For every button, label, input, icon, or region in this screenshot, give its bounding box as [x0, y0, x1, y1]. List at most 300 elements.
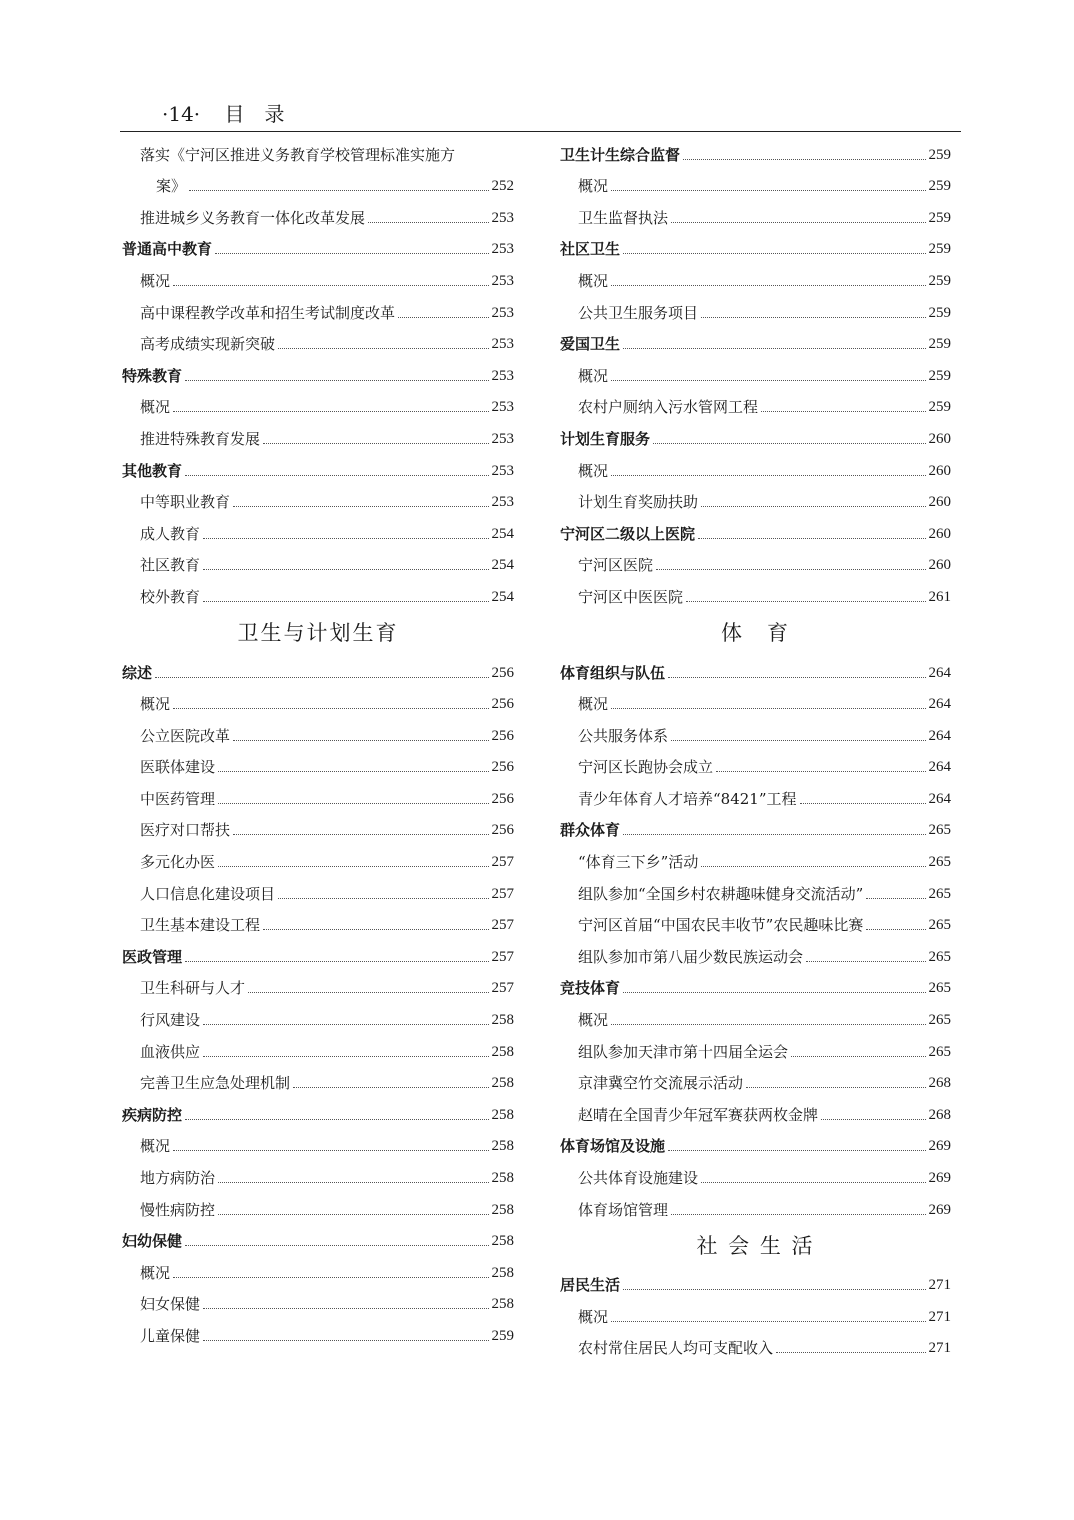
- toc-entry: [560, 904, 951, 936]
- section-title: 体 育: [721, 620, 790, 645]
- toc-entry-page: 259: [928, 146, 951, 163]
- dot-leader: [623, 253, 925, 254]
- toc-entry-title: 概况: [578, 177, 609, 196]
- dot-leader: [215, 253, 488, 254]
- toc-entry-page: 269: [928, 1170, 951, 1186]
- toc-entry-page: 259: [928, 367, 951, 384]
- toc-entry-page: 258: [491, 1138, 514, 1155]
- toc-section-entry: [560, 809, 951, 841]
- toc-entry-page: 271: [928, 1308, 951, 1325]
- toc-entry-page: 271: [928, 1277, 951, 1294]
- toc-entry-title: 概况: [578, 1011, 609, 1030]
- toc-entry: [560, 481, 951, 513]
- toc-entry: [560, 165, 951, 197]
- toc-entry-page: 254: [491, 588, 514, 605]
- toc-entry: [560, 714, 951, 746]
- toc-entry-title: 案》: [156, 177, 187, 196]
- dot-leader: [203, 538, 488, 539]
- toc-entry-title: 社区卫生: [560, 240, 621, 259]
- dot-leader: [173, 1277, 488, 1278]
- dot-leader: [683, 159, 925, 160]
- toc-entry-title: 概况: [140, 1263, 171, 1282]
- toc-entry-page: 253: [491, 272, 514, 289]
- dot-leader: [611, 380, 925, 381]
- dot-leader: [623, 992, 925, 993]
- toc-entry-title: 慢性病防控: [140, 1200, 216, 1219]
- toc-entry-title: 概况: [140, 398, 171, 417]
- toc-list: [122, 133, 514, 607]
- toc-entry-title: 居民生活: [560, 1276, 621, 1295]
- toc-section-entry: [560, 417, 951, 449]
- dot-leader: [623, 348, 925, 349]
- dot-leader: [821, 1119, 925, 1120]
- toc-section-entry: [560, 1264, 951, 1296]
- toc-entry-title: 体育组织与队伍: [560, 663, 666, 682]
- dot-leader: [671, 740, 925, 741]
- dot-leader: [218, 866, 488, 867]
- toc-entry-page: 258: [491, 1012, 514, 1029]
- toc-entry-page: 261: [928, 588, 951, 605]
- toc-section-entry: [560, 133, 951, 165]
- toc-entry-page: 258: [491, 1043, 514, 1060]
- toc-entry: [560, 544, 951, 576]
- toc-entry-title: 中等职业教育: [140, 493, 231, 512]
- toc-entry-title: 特殊教育: [122, 366, 183, 385]
- toc-right-column: [560, 133, 951, 1358]
- dot-leader: [218, 1182, 488, 1183]
- toc-entry-title: “体育三下乡”活动: [578, 853, 699, 872]
- toc-entry: [122, 998, 514, 1030]
- toc-entry: [560, 1062, 951, 1094]
- toc-entry-page: 253: [491, 399, 514, 416]
- toc-entry-title: 组队参加市第八届少数民族运动会: [578, 947, 804, 966]
- toc-entry-page: 252: [491, 178, 514, 195]
- toc-entry: [560, 1030, 951, 1062]
- dot-leader: [155, 677, 488, 678]
- dot-leader: [761, 411, 925, 412]
- toc-entry: [122, 196, 514, 228]
- dot-leader: [278, 348, 488, 349]
- dot-leader: [233, 740, 488, 741]
- toc-entry: [560, 777, 951, 809]
- dot-leader: [701, 317, 925, 318]
- dot-leader: [185, 961, 488, 962]
- dot-leader: [668, 677, 925, 678]
- toc-entry-title: 公共卫生服务项目: [578, 303, 699, 322]
- toc-entry: [122, 575, 514, 607]
- toc-entry: [560, 1156, 951, 1188]
- toc-entry-page: 269: [928, 1201, 951, 1218]
- toc-entry: [122, 777, 514, 809]
- toc-entry-page: 256: [491, 790, 514, 807]
- dot-leader: [293, 1087, 488, 1088]
- toc-section-entry: [122, 449, 514, 481]
- toc-entry: [122, 512, 514, 544]
- toc-entry-title: 概况: [578, 461, 609, 480]
- dot-leader: [623, 1289, 925, 1290]
- toc-entry-title: 农村常住居民人均可支配收入: [578, 1339, 774, 1358]
- toc-entry: [122, 544, 514, 576]
- toc-entry-title: 青少年体育人才培养“8421”工程: [578, 789, 797, 808]
- toc-entry: [560, 386, 951, 418]
- toc-entry-page: 268: [928, 1106, 951, 1123]
- toc-entry-page: 268: [928, 1075, 951, 1092]
- toc-entry-title: 医疗对口帮扶: [140, 821, 231, 840]
- toc-entry-page: 258: [491, 1296, 514, 1313]
- toc-section-entry: [560, 228, 951, 260]
- toc-entry: [560, 1188, 951, 1220]
- toc-list: [560, 651, 951, 1220]
- toc-entry-title: 综述: [122, 663, 153, 682]
- toc-entry-page: 259: [928, 399, 951, 416]
- page-header: [162, 100, 285, 128]
- toc-section-entry: [122, 354, 514, 386]
- toc-entry-title: 行风建设: [140, 1011, 201, 1030]
- toc-entry: [560, 935, 951, 967]
- toc-entry-page: 264: [928, 664, 951, 681]
- toc-entry-page: 259: [928, 178, 951, 195]
- toc-entry-title: 概况: [578, 366, 609, 385]
- toc-entry: [560, 449, 951, 481]
- toc-entry-title: 高考成绩实现新突破: [140, 335, 276, 354]
- toc-entry: [560, 196, 951, 228]
- toc-entry-page: 259: [928, 336, 951, 353]
- toc-entry-page: 264: [928, 696, 951, 713]
- page-number: ·14·: [162, 102, 201, 126]
- toc-entry-title: 概况: [578, 271, 609, 290]
- dot-leader: [716, 771, 925, 772]
- page-heading: 目 录: [224, 102, 285, 126]
- toc-entry: [122, 1156, 514, 1188]
- dot-leader: [686, 601, 925, 602]
- toc-entry-page: 259: [491, 1327, 514, 1344]
- toc-list: [122, 651, 514, 1346]
- dot-leader: [611, 1321, 925, 1322]
- toc-entry-page: 253: [491, 304, 514, 321]
- toc-entry: [122, 746, 514, 778]
- toc-entry-title: 推进城乡义务教育一体化改革发展: [140, 208, 366, 227]
- toc-entry: [122, 259, 514, 291]
- toc-entry-page: 269: [928, 1138, 951, 1155]
- toc-entry: [122, 1251, 514, 1283]
- toc-entry-title: 群众体育: [560, 821, 621, 840]
- toc-entry-page: 260: [928, 462, 951, 479]
- dot-leader: [185, 1245, 488, 1246]
- section-title: 社 会 生 活: [696, 1233, 815, 1258]
- toc-entry: [122, 1188, 514, 1220]
- toc-entry-page: 253: [491, 462, 514, 479]
- dot-leader: [623, 834, 925, 835]
- toc-entry-title: 医政管理: [122, 947, 183, 966]
- toc-entry: [560, 840, 951, 872]
- toc-entry-title: 概况: [140, 271, 171, 290]
- toc-entry: [560, 354, 951, 386]
- dot-leader: [671, 1214, 925, 1215]
- toc-entry: [122, 1030, 514, 1062]
- toc-entry-title: 高中课程教学改革和招生考试制度改革: [140, 303, 396, 322]
- toc-entry-page: 257: [491, 948, 514, 965]
- toc-entry-page: 258: [491, 1075, 514, 1092]
- toc-section-entry: [560, 967, 951, 999]
- toc-section-entry: [122, 1093, 514, 1125]
- toc-entry-title: 爱国卫生: [560, 335, 621, 354]
- toc-list: [560, 1264, 951, 1359]
- toc-entry-title: 医联体建设: [140, 758, 216, 777]
- toc-entry-title: 计划生育奖励扶助: [578, 493, 699, 512]
- dot-leader: [278, 898, 488, 899]
- dot-leader: [671, 222, 925, 223]
- toc-entry: [122, 481, 514, 513]
- toc-entry: [560, 291, 951, 323]
- dot-leader: [203, 1340, 488, 1341]
- toc-entry-title: 宁河区中医医院: [578, 587, 684, 606]
- toc-entry-title: 概况: [140, 695, 171, 714]
- dot-leader: [368, 222, 488, 223]
- dot-leader: [189, 190, 488, 191]
- toc-entry: [560, 1327, 951, 1359]
- dot-leader: [263, 929, 488, 930]
- toc-entry-title: 落实《宁河区推进义务教育学校管理标准实施方: [140, 145, 456, 164]
- toc-entry-page: 260: [928, 557, 951, 574]
- toc-entry-title: 卫生监督执法: [578, 208, 669, 227]
- toc-entry-page: 257: [491, 885, 514, 902]
- toc-entry-page: 257: [491, 980, 514, 997]
- dot-leader: [776, 1352, 925, 1353]
- toc-entry-page: 253: [491, 494, 514, 511]
- toc-entry-page: 260: [928, 430, 951, 447]
- toc-entry-page: 256: [491, 759, 514, 776]
- dot-leader: [800, 803, 926, 804]
- toc-entry: [122, 323, 514, 355]
- toc-entry-page: 264: [928, 759, 951, 776]
- dot-leader: [203, 1024, 488, 1025]
- dot-leader: [866, 929, 925, 930]
- toc-entry-page: 258: [491, 1233, 514, 1250]
- dot-leader: [701, 866, 925, 867]
- toc-section-entry: [122, 228, 514, 260]
- toc-entry: [122, 840, 514, 872]
- toc-entry-title: 多元化办医: [140, 853, 216, 872]
- dot-leader: [203, 569, 488, 570]
- toc-entry-page: 260: [928, 525, 951, 542]
- toc-entry-title: 公共服务体系: [578, 726, 669, 745]
- toc-entry-title: 公立医院改革: [140, 726, 231, 745]
- toc-left-column: [122, 133, 514, 1346]
- toc-entry-page: 259: [928, 241, 951, 258]
- toc-section-entry: [560, 1125, 951, 1157]
- toc-entry-title: 体育场馆及设施: [560, 1137, 666, 1156]
- toc-entry: [122, 872, 514, 904]
- dot-leader: [806, 961, 925, 962]
- toc-entry-title: 公共体育设施建设: [578, 1169, 699, 1187]
- toc-entry-title: 中医药管理: [140, 789, 216, 808]
- dot-leader: [611, 475, 925, 476]
- toc-entry-title: 妇女保健: [140, 1295, 201, 1314]
- toc-entry-page: 253: [491, 430, 514, 447]
- dot-leader: [791, 1056, 925, 1057]
- dot-leader: [611, 285, 925, 286]
- dot-leader: [218, 1214, 488, 1215]
- toc-entry: [122, 386, 514, 418]
- dot-leader: [398, 317, 488, 318]
- toc-entry-title: 疾病防控: [122, 1105, 183, 1124]
- toc-entry-title: 人口信息化建设项目: [140, 884, 276, 903]
- dot-leader: [218, 803, 488, 804]
- toc-entry-title: 组队参加天津市第十四届全运会: [578, 1042, 789, 1061]
- toc-entry-page: 265: [928, 980, 951, 997]
- toc-entry-page: 256: [491, 727, 514, 744]
- toc-entry-page: 258: [491, 1170, 514, 1186]
- dot-leader: [698, 538, 925, 539]
- toc-entry: [560, 998, 951, 1030]
- toc-entry-title: 概况: [578, 695, 609, 714]
- dot-leader: [173, 411, 488, 412]
- toc-entry-title: 卫生基本建设工程: [140, 916, 261, 935]
- toc-entry-title: 概况: [578, 1307, 609, 1326]
- toc-entry-title: 完善卫生应急处理机制: [140, 1074, 291, 1093]
- toc-entry-page: 264: [928, 727, 951, 744]
- toc-entry-page: 258: [491, 1106, 514, 1123]
- dot-leader: [611, 1024, 925, 1025]
- toc-list: [560, 133, 951, 607]
- toc-entry-page: 265: [928, 1043, 951, 1060]
- toc-entry-page: 256: [491, 664, 514, 681]
- toc-entry: [560, 872, 951, 904]
- toc-entry-page: 265: [928, 1012, 951, 1029]
- toc-section-entry: [560, 512, 951, 544]
- toc-entry: [560, 683, 951, 715]
- toc-entry-title: 妇幼保健: [122, 1232, 183, 1251]
- dot-leader: [218, 771, 488, 772]
- toc-entry-page: 259: [928, 304, 951, 321]
- toc-entry-title: 宁河区医院: [578, 556, 654, 575]
- toc-entry-page: 265: [928, 822, 951, 839]
- toc-entry-page: 260: [928, 494, 951, 511]
- toc-entry-title: 组队参加“全国乡村农耕趣味健身交流活动”: [578, 884, 864, 903]
- toc-entry-title: 卫生计生综合监督: [560, 145, 681, 164]
- dot-leader: [203, 601, 488, 602]
- toc-entry-page: 256: [491, 822, 514, 839]
- toc-entry: [122, 291, 514, 323]
- toc-entry: [122, 683, 514, 715]
- dot-leader: [611, 190, 925, 191]
- toc-entry-page: 253: [491, 209, 514, 226]
- toc-entry-page: 258: [491, 1201, 514, 1218]
- toc-entry-title: 血液供应: [140, 1042, 201, 1061]
- dot-leader: [656, 569, 925, 570]
- toc-section-entry: [122, 935, 514, 967]
- dot-leader: [203, 1056, 488, 1057]
- toc-entry-title: 赵晴在全国青少年冠军赛获两枚金牌: [578, 1105, 819, 1124]
- toc-entry-page: 257: [491, 854, 514, 871]
- toc-entry-page: 265: [928, 948, 951, 965]
- toc-entry-page: 256: [491, 696, 514, 713]
- toc-entry-page: 258: [491, 1264, 514, 1281]
- toc-entry: [122, 904, 514, 936]
- dot-leader: [185, 475, 488, 476]
- dot-leader: [701, 506, 925, 507]
- toc-entry-page: 259: [928, 209, 951, 226]
- dot-leader: [233, 834, 488, 835]
- toc-entry-page: 254: [491, 557, 514, 574]
- section-title: 卫生与计划生育: [237, 620, 399, 645]
- toc-entry-title: 成人教育: [140, 524, 201, 543]
- dot-leader: [263, 443, 488, 444]
- toc-entry: [122, 1125, 514, 1157]
- toc-entry-title: 地方病防治: [140, 1169, 216, 1187]
- dot-leader: [233, 506, 488, 507]
- toc-entry: [560, 1093, 951, 1125]
- toc-section-entry: [560, 323, 951, 355]
- dot-leader: [173, 1150, 488, 1151]
- toc-entry-page: 264: [928, 790, 951, 807]
- toc-entry-title: 宁河区首届“中国农民丰收节”农民趣味比赛: [578, 916, 864, 935]
- toc-entry-title: 宁河区长跑协会成立: [578, 758, 714, 777]
- dot-leader: [746, 1087, 925, 1088]
- toc-entry: [122, 714, 514, 746]
- toc-entry-title: 宁河区二级以上医院: [560, 524, 696, 543]
- toc-entry: [122, 1283, 514, 1315]
- toc-entry: [560, 746, 951, 778]
- dot-leader: [185, 1119, 488, 1120]
- toc-entry-title: 推进特殊教育发展: [140, 429, 261, 448]
- toc-entry-page: 259: [928, 272, 951, 289]
- dot-leader: [185, 380, 488, 381]
- dot-leader: [173, 708, 488, 709]
- toc-entry-title: 概况: [140, 1137, 171, 1156]
- dot-leader: [173, 285, 488, 286]
- toc-entry-page: 254: [491, 525, 514, 542]
- toc-entry: [122, 417, 514, 449]
- toc-entry-page: 265: [928, 917, 951, 934]
- toc-entry-title: 普通高中教育: [122, 240, 213, 259]
- toc-section-entry: [122, 1220, 514, 1252]
- dot-leader: [653, 443, 925, 444]
- toc-entry-title: 卫生科研与人才: [140, 979, 246, 998]
- toc-section-entry: [122, 651, 514, 683]
- toc-entry-title: 农村户厕纳入污水管网工程: [578, 398, 759, 417]
- toc-entry-title: 社区教育: [140, 556, 201, 575]
- toc-entry-page: 265: [928, 885, 951, 902]
- toc-entry: [122, 1314, 514, 1346]
- toc-entry: [122, 1062, 514, 1094]
- toc-entry-title: 其他教育: [122, 461, 183, 480]
- toc-entry-page: 257: [491, 917, 514, 934]
- toc-entry-page: 265: [928, 854, 951, 871]
- toc-entry: [122, 165, 514, 197]
- toc-entry-page: 271: [928, 1340, 951, 1357]
- toc-entry-title: 计划生育服务: [560, 429, 651, 448]
- toc-entry-title: 京津冀空竹交流展示活动: [578, 1074, 744, 1093]
- dot-leader: [866, 898, 925, 899]
- header-rule: [120, 131, 961, 132]
- toc-entry: [122, 133, 514, 165]
- toc-entry: [560, 1295, 951, 1327]
- toc-entry-title: 竞技体育: [560, 979, 621, 998]
- toc-entry: [122, 967, 514, 999]
- dot-leader: [611, 708, 925, 709]
- toc-entry-page: 253: [491, 241, 514, 258]
- dot-leader: [248, 992, 488, 993]
- toc-section-entry: [560, 651, 951, 683]
- toc-entry-title: 体育场馆管理: [578, 1200, 669, 1219]
- toc-entry-page: 253: [491, 367, 514, 384]
- toc-entry-title: 儿童保健: [140, 1326, 201, 1345]
- toc-entry: [560, 259, 951, 291]
- dot-leader: [668, 1150, 925, 1151]
- toc-entry-page: 253: [491, 336, 514, 353]
- toc-entry: [560, 575, 951, 607]
